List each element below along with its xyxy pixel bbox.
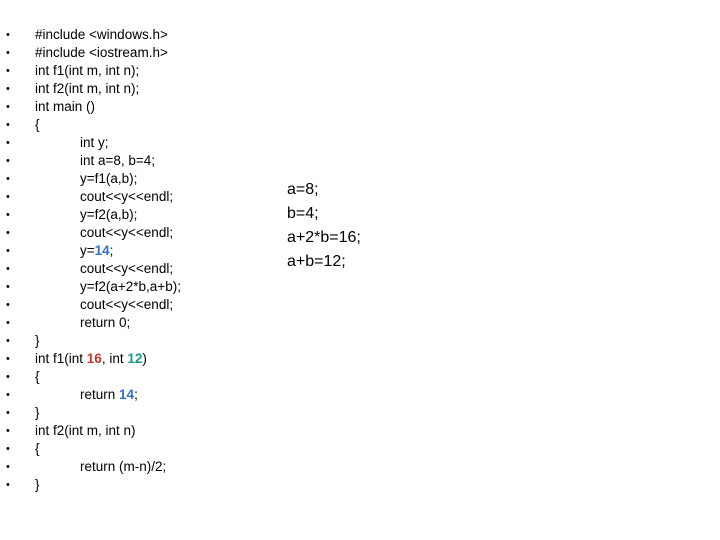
code-fragment: #include <windows.h> bbox=[35, 27, 168, 42]
code-fragment: { bbox=[35, 369, 40, 384]
code-text bbox=[80, 278, 181, 296]
code-text bbox=[80, 458, 166, 476]
code-fragment: #include <iostream.h> bbox=[35, 45, 168, 60]
code-fragment: cout<<y<<endl; bbox=[80, 225, 174, 240]
code-text bbox=[35, 26, 168, 44]
code-text bbox=[80, 188, 173, 206]
highlighted-value: 12 bbox=[127, 351, 143, 366]
code-fragment: int main () bbox=[35, 99, 96, 114]
code-text bbox=[80, 314, 130, 332]
bullet-icon: • bbox=[6, 281, 10, 293]
bullet-icon: • bbox=[6, 479, 10, 491]
bullet-icon: • bbox=[6, 245, 10, 257]
code-text bbox=[35, 80, 139, 98]
code-fragment: int f1(int bbox=[35, 351, 87, 366]
code-text bbox=[80, 224, 173, 242]
code-fragment: int f1(int m, int n); bbox=[35, 63, 140, 78]
code-text bbox=[35, 350, 147, 368]
bullet-icon: • bbox=[6, 101, 10, 113]
code-fragment: , int bbox=[101, 351, 128, 366]
code-fragment: return (m-n)/2; bbox=[80, 459, 167, 474]
code-fragment: cout<<y<<endl; bbox=[80, 189, 174, 204]
code-text bbox=[80, 134, 109, 152]
code-fragment: return bbox=[80, 387, 120, 402]
code-fragment: { bbox=[35, 117, 40, 132]
code-fragment: } bbox=[35, 405, 40, 420]
bullet-icon: • bbox=[6, 389, 10, 401]
bullet-icon: • bbox=[6, 371, 10, 383]
code-text bbox=[80, 296, 173, 314]
code-fragment: y=f1(a,b); bbox=[80, 171, 138, 186]
code-text bbox=[35, 476, 40, 494]
code-text bbox=[35, 98, 95, 116]
code-text bbox=[35, 332, 40, 350]
code-text bbox=[80, 242, 113, 260]
code-fragment: int f2(int m, int n) bbox=[35, 423, 136, 438]
code-text bbox=[80, 260, 173, 278]
code-fragment: ; bbox=[134, 387, 138, 402]
code-text bbox=[35, 44, 168, 62]
highlighted-value: 14 bbox=[94, 243, 110, 258]
bullet-icon: • bbox=[6, 443, 10, 455]
bullet-icon: • bbox=[6, 83, 10, 95]
bullet-icon: • bbox=[6, 65, 10, 77]
note-line: a=8; bbox=[287, 181, 319, 198]
bullet-icon: • bbox=[6, 299, 10, 311]
bullet-icon: • bbox=[6, 119, 10, 131]
code-fragment: y=f2(a,b); bbox=[80, 207, 138, 222]
code-text bbox=[80, 206, 137, 224]
note-line: b=4; bbox=[287, 205, 319, 222]
code-text bbox=[80, 386, 138, 404]
highlighted-value: 16 bbox=[86, 351, 102, 366]
bullet-icon: • bbox=[6, 173, 10, 185]
code-fragment: y=f2(a+2*b,a+b); bbox=[80, 279, 181, 294]
bullet-icon: • bbox=[6, 425, 10, 437]
code-fragment: int y; bbox=[80, 135, 109, 150]
bullet-icon: • bbox=[6, 263, 10, 275]
highlighted-value: 14 bbox=[119, 387, 135, 402]
bullet-icon: • bbox=[6, 155, 10, 167]
code-fragment: } bbox=[35, 477, 40, 492]
code-fragment: int a=8, b=4; bbox=[80, 153, 156, 168]
note-line: a+b=12; bbox=[287, 253, 346, 270]
code-fragment: ; bbox=[109, 243, 114, 258]
note-line: a+2*b=16; bbox=[287, 229, 361, 246]
bullet-icon: • bbox=[6, 407, 10, 419]
code-fragment: ) bbox=[142, 351, 147, 366]
code-text bbox=[35, 116, 40, 134]
bullet-icon: • bbox=[6, 47, 10, 59]
code-fragment: y= bbox=[80, 243, 95, 258]
code-text bbox=[80, 170, 137, 188]
bullet-icon: • bbox=[6, 191, 10, 203]
bullet-icon: • bbox=[6, 227, 10, 239]
code-fragment: cout<<y<<endl; bbox=[80, 297, 174, 312]
code-text bbox=[35, 62, 139, 80]
bullet-icon: • bbox=[6, 209, 10, 221]
code-text bbox=[35, 368, 40, 386]
bullet-icon: • bbox=[6, 317, 10, 329]
bullet-icon: • bbox=[6, 29, 10, 41]
code-fragment: int f2(int m, int n); bbox=[35, 81, 140, 96]
code-text bbox=[35, 422, 136, 440]
code-text bbox=[80, 152, 155, 170]
code-fragment: return 0; bbox=[80, 315, 131, 330]
bullet-icon: • bbox=[6, 461, 10, 473]
code-fragment: cout<<y<<endl; bbox=[80, 261, 174, 276]
code-fragment: { bbox=[35, 441, 40, 456]
side-notes bbox=[287, 178, 361, 274]
code-text bbox=[35, 440, 40, 458]
bullet-icon: • bbox=[6, 353, 10, 365]
bullet-icon: • bbox=[6, 137, 10, 149]
code-text bbox=[35, 404, 40, 422]
code-fragment: } bbox=[35, 333, 40, 348]
bullet-icon: • bbox=[6, 335, 10, 347]
